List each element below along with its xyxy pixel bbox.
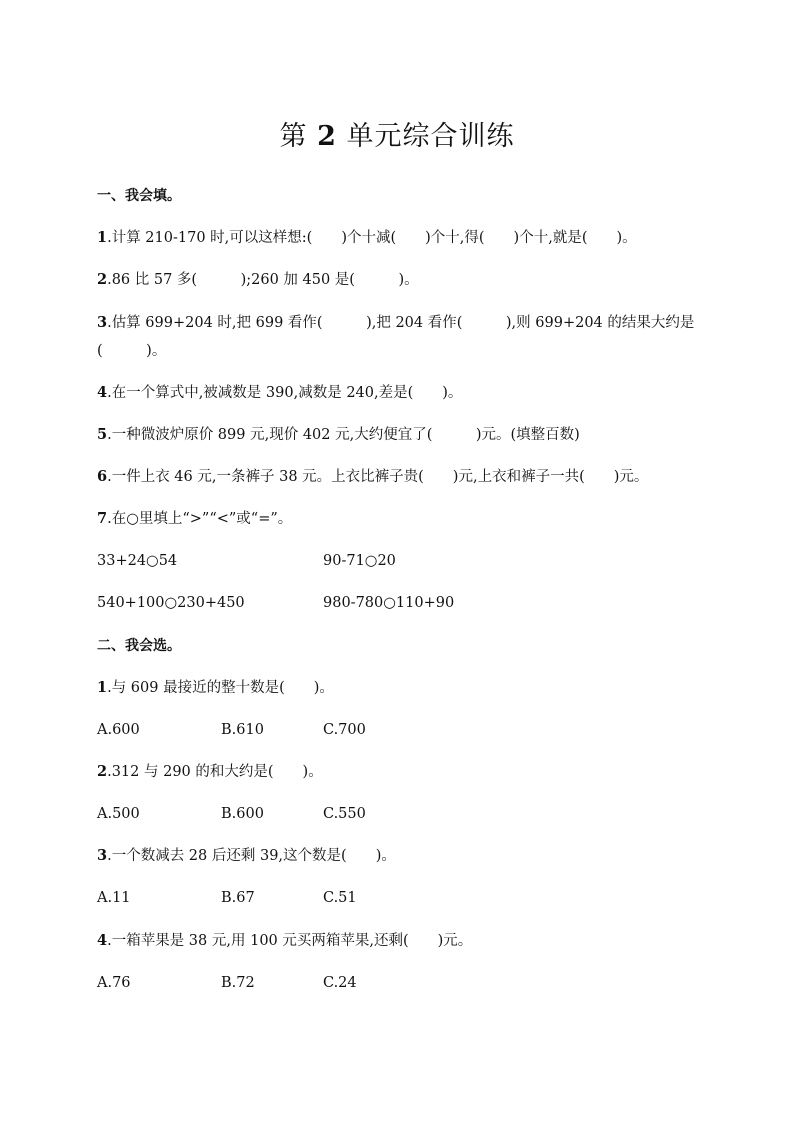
choice-option-b: B.72 bbox=[221, 975, 255, 991]
question-text: .86 比 57 多( );260 加 450 是( )。 bbox=[107, 272, 419, 288]
choice-question-3 bbox=[97, 846, 396, 866]
section2-heading: 二、我会选。 bbox=[97, 638, 181, 654]
fill-question-5 bbox=[97, 425, 580, 445]
compare-expression: 33+24○54 bbox=[97, 553, 178, 569]
fill-question-7 bbox=[97, 509, 292, 529]
question-number: 6 bbox=[97, 468, 108, 485]
fill-question-1 bbox=[97, 228, 637, 248]
fill-question-3 bbox=[97, 313, 694, 333]
choice-option-a: A.11 bbox=[97, 890, 131, 906]
choice-question-2 bbox=[97, 762, 323, 782]
choice-question-4 bbox=[97, 931, 472, 951]
fill-question-6 bbox=[97, 467, 648, 487]
choice-option-c: C.24 bbox=[323, 975, 357, 991]
title-suffix: 单元综合训练 bbox=[346, 121, 515, 152]
question-text: .一个数减去 28 后还剩 39,这个数是( )。 bbox=[107, 848, 396, 864]
choice-option-b: B.610 bbox=[221, 722, 264, 738]
question-number: 2 bbox=[97, 763, 108, 780]
title-unit-number: 2 bbox=[317, 121, 337, 152]
choice-option-c: C.550 bbox=[323, 806, 366, 822]
fill-question-2 bbox=[97, 270, 419, 290]
question-text: .一件上衣 46 元,一条裤子 38 元。上衣比裤子贵( )元,上衣和裤子一共( )元。 bbox=[107, 469, 649, 485]
question-text: .一箱苹果是 38 元,用 100 元买两箱苹果,还剩( )元。 bbox=[107, 933, 473, 949]
question-text: .在一个算式中,被减数是 390,减数是 240,差是( )。 bbox=[107, 385, 463, 401]
question-number: 3 bbox=[97, 847, 108, 864]
fill-question-4 bbox=[97, 383, 462, 403]
choice-option-b: B.600 bbox=[221, 806, 264, 822]
question-text: .在○里填上“>”“<”或“=”。 bbox=[107, 511, 293, 527]
fill-question-3-continuation: ( )。 bbox=[97, 343, 167, 359]
title-prefix: 第 bbox=[279, 121, 308, 152]
choice-question-1 bbox=[97, 678, 334, 698]
section1-heading: 一、我会填。 bbox=[97, 188, 181, 204]
question-number: 5 bbox=[97, 426, 108, 443]
question-text: .312 与 290 的和大约是( )。 bbox=[107, 764, 323, 780]
question-number: 7 bbox=[97, 510, 108, 527]
question-number: 4 bbox=[97, 932, 108, 949]
page-title bbox=[0, 114, 794, 153]
choice-option-b: B.67 bbox=[221, 890, 255, 906]
compare-expression: 90-71○20 bbox=[323, 553, 396, 569]
compare-expression: 540+100○230+450 bbox=[97, 595, 245, 611]
choice-option-a: A.500 bbox=[97, 806, 140, 822]
question-number: 2 bbox=[97, 271, 108, 288]
question-number: 1 bbox=[97, 679, 108, 696]
question-text: .一种微波炉原价 899 元,现价 402 元,大约便宜了( )元。(填整百数) bbox=[107, 427, 580, 443]
compare-expression: 980-780○110+90 bbox=[323, 595, 455, 611]
question-number: 4 bbox=[97, 384, 108, 401]
question-text: .计算 210-170 时,可以这样想:( )个十减( )个十,得( )个十,就是( )。 bbox=[107, 230, 637, 246]
question-text: .与 609 最接近的整十数是( )。 bbox=[107, 680, 334, 696]
question-number: 3 bbox=[97, 314, 108, 331]
choice-option-a: A.76 bbox=[97, 975, 131, 991]
choice-option-c: C.51 bbox=[323, 890, 357, 906]
question-number: 1 bbox=[97, 229, 108, 246]
choice-option-a: A.600 bbox=[97, 722, 140, 738]
question-text: .估算 699+204 时,把 699 看作( ),把 204 看作( ),则 699+204 的结果大约是 bbox=[107, 315, 695, 331]
choice-option-c: C.700 bbox=[323, 722, 366, 738]
